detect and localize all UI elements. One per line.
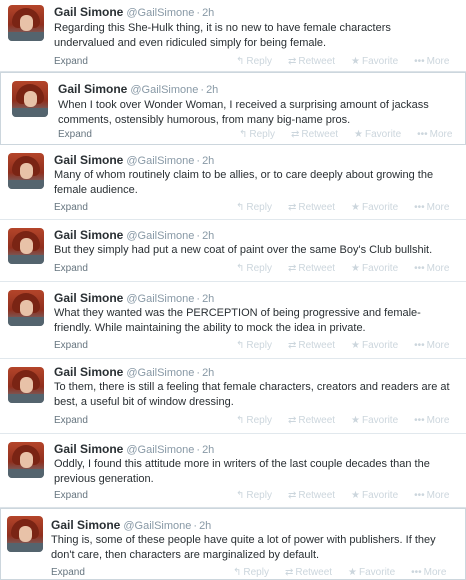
favorite-button[interactable]: ★ Favorite bbox=[351, 340, 399, 351]
tweet-text: To them, there is still a feeling that female characters, creators and readers are at best, a useful bit of window dressing. bbox=[54, 381, 450, 408]
author-handle[interactable]: @GailSimone bbox=[126, 155, 195, 167]
favorite-button[interactable]: ★ Favorite bbox=[351, 202, 399, 213]
more-button[interactable]: ••• More bbox=[414, 415, 450, 426]
author-name[interactable]: Gail Simone bbox=[54, 442, 124, 456]
author-handle[interactable]: @GailSimone bbox=[123, 520, 192, 532]
reply-icon: ↰ bbox=[236, 340, 245, 351]
tweet-item[interactable] bbox=[0, 434, 466, 508]
author-handle[interactable]: @GailSimone bbox=[126, 293, 195, 305]
tweet-item[interactable] bbox=[0, 145, 466, 220]
author-name[interactable]: Gail Simone bbox=[58, 82, 128, 96]
star-icon: ★ bbox=[351, 202, 361, 213]
avatar[interactable] bbox=[8, 5, 44, 41]
tweet-item[interactable] bbox=[0, 72, 466, 145]
expand-link[interactable]: Expand bbox=[54, 490, 88, 501]
author-handle[interactable]: @GailSimone bbox=[126, 367, 195, 379]
meta-separator: · bbox=[200, 84, 205, 96]
retweet-button[interactable]: ⇄ Retweet bbox=[284, 567, 333, 578]
avatar[interactable] bbox=[12, 81, 48, 117]
tweet-text: Oddly, I found this attitude more in writers of the last couple decades than the previous generation. bbox=[54, 458, 430, 485]
reply-icon: ↰ bbox=[236, 56, 245, 67]
expand-link[interactable]: Expand bbox=[51, 567, 85, 578]
tweet-timestamp[interactable]: 2h bbox=[206, 84, 219, 96]
reply-icon: ↰ bbox=[233, 567, 242, 578]
tweet-item[interactable] bbox=[0, 220, 466, 282]
retweet-icon: ⇄ bbox=[287, 202, 297, 213]
tweet-text: When I took over Wonder Woman, I received a surprising amount of jackass comments, ostensibly humorous, from many big-name pros. bbox=[58, 99, 429, 126]
star-icon: ★ bbox=[351, 490, 361, 501]
reply-button[interactable]: ↰ Reply bbox=[236, 415, 272, 426]
author-name[interactable]: Gail Simone bbox=[51, 518, 121, 532]
more-button[interactable]: ••• More bbox=[414, 263, 450, 274]
reply-button[interactable]: ↰ Reply bbox=[239, 129, 275, 140]
retweet-button[interactable]: ⇄ Retweet bbox=[287, 263, 336, 274]
avatar[interactable] bbox=[8, 442, 44, 478]
more-button[interactable]: ••• More bbox=[414, 202, 450, 213]
expand-link[interactable]: Expand bbox=[54, 340, 88, 351]
more-icon: ••• bbox=[414, 340, 425, 351]
retweet-icon: ⇄ bbox=[287, 415, 297, 426]
reply-icon: ↰ bbox=[236, 415, 245, 426]
tweet-text: What they wanted was the PERCEPTION of being progressive and female-friendly. While maintaining the ability to mock the idea in private. bbox=[54, 307, 421, 334]
star-icon: ★ bbox=[351, 56, 361, 67]
meta-separator: · bbox=[196, 444, 201, 456]
author-name[interactable]: Gail Simone bbox=[54, 291, 124, 305]
retweet-button[interactable]: ⇄ Retweet bbox=[287, 490, 336, 501]
tweet-item[interactable] bbox=[0, 359, 466, 434]
retweet-icon: ⇄ bbox=[290, 129, 300, 140]
star-icon: ★ bbox=[351, 340, 361, 351]
retweet-icon: ⇄ bbox=[287, 263, 297, 274]
tweet-timestamp[interactable]: 2h bbox=[202, 7, 215, 19]
tweet-timestamp[interactable]: 2h bbox=[202, 367, 215, 379]
more-icon: ••• bbox=[411, 567, 422, 578]
meta-separator: · bbox=[196, 7, 201, 19]
author-handle[interactable]: @GailSimone bbox=[126, 7, 195, 19]
expand-link[interactable]: Expand bbox=[54, 56, 88, 67]
retweet-icon: ⇄ bbox=[287, 490, 297, 501]
tweet-item[interactable] bbox=[0, 282, 466, 359]
retweet-icon: ⇄ bbox=[287, 56, 297, 67]
more-icon: ••• bbox=[414, 415, 425, 426]
more-icon: ••• bbox=[414, 56, 425, 67]
author-handle[interactable]: @GailSimone bbox=[130, 84, 199, 96]
meta-separator: · bbox=[196, 367, 201, 379]
star-icon: ★ bbox=[351, 263, 361, 274]
favorite-button[interactable]: ★ Favorite bbox=[354, 129, 402, 140]
reply-button[interactable]: ↰ Reply bbox=[236, 340, 272, 351]
tweet-timestamp[interactable]: 2h bbox=[199, 520, 212, 532]
more-button[interactable]: ••• More bbox=[417, 129, 453, 140]
avatar[interactable] bbox=[8, 153, 44, 189]
author-handle[interactable]: @GailSimone bbox=[126, 230, 195, 242]
expand-link[interactable]: Expand bbox=[54, 263, 88, 274]
star-icon: ★ bbox=[351, 415, 361, 426]
star-icon: ★ bbox=[354, 129, 364, 140]
tweet-item[interactable] bbox=[0, 0, 466, 72]
author-name[interactable]: Gail Simone bbox=[54, 153, 124, 167]
avatar[interactable] bbox=[8, 228, 44, 264]
retweet-icon: ⇄ bbox=[284, 567, 294, 578]
avatar[interactable] bbox=[7, 516, 43, 552]
expand-link[interactable]: Expand bbox=[58, 129, 92, 140]
retweet-button[interactable]: ⇄ Retweet bbox=[287, 56, 336, 67]
reply-icon: ↰ bbox=[236, 202, 245, 213]
favorite-button[interactable]: ★ Favorite bbox=[351, 490, 399, 501]
avatar[interactable] bbox=[8, 290, 44, 326]
tweet-timestamp[interactable]: 2h bbox=[202, 155, 215, 167]
favorite-button[interactable]: ★ Favorite bbox=[348, 567, 396, 578]
reply-button[interactable]: ↰ Reply bbox=[233, 567, 269, 578]
tweet-timestamp[interactable]: 2h bbox=[202, 293, 215, 305]
author-name[interactable]: Gail Simone bbox=[54, 5, 124, 19]
favorite-button[interactable]: ★ Favorite bbox=[351, 56, 399, 67]
star-icon: ★ bbox=[348, 567, 358, 578]
author-name[interactable]: Gail Simone bbox=[54, 228, 124, 242]
tweet-text: Regarding this She-Hulk thing, it is no new to have female characters undervalued and even ridiculed simply for being female. bbox=[54, 22, 391, 49]
favorite-button[interactable]: ★ Favorite bbox=[351, 263, 399, 274]
reply-icon: ↰ bbox=[239, 129, 248, 140]
reply-button[interactable]: ↰ Reply bbox=[236, 263, 272, 274]
retweet-icon: ⇄ bbox=[287, 340, 297, 351]
reply-button[interactable]: ↰ Reply bbox=[236, 56, 272, 67]
meta-separator: · bbox=[196, 230, 201, 242]
tweet-item[interactable] bbox=[0, 508, 466, 580]
more-icon: ••• bbox=[417, 129, 428, 140]
reply-icon: ↰ bbox=[236, 490, 245, 501]
author-handle[interactable]: @GailSimone bbox=[126, 444, 195, 456]
more-icon: ••• bbox=[414, 490, 425, 501]
more-button[interactable]: ••• More bbox=[411, 567, 447, 578]
tweet-text: Many of whom routinely claim to be allies, or to care deeply about growing the female audience. bbox=[54, 169, 434, 196]
meta-separator: · bbox=[196, 155, 201, 167]
favorite-button[interactable]: ★ Favorite bbox=[351, 415, 399, 426]
tweet-timestamp[interactable]: 2h bbox=[202, 444, 215, 456]
tweet-timestamp[interactable]: 2h bbox=[202, 230, 215, 242]
more-button[interactable]: ••• More bbox=[414, 56, 450, 67]
expand-link[interactable]: Expand bbox=[54, 415, 88, 426]
retweet-button[interactable]: ⇄ Retweet bbox=[287, 415, 336, 426]
retweet-button[interactable]: ⇄ Retweet bbox=[287, 202, 336, 213]
meta-separator: · bbox=[193, 520, 198, 532]
more-button[interactable]: ••• More bbox=[414, 490, 450, 501]
reply-icon: ↰ bbox=[236, 263, 245, 274]
tweet-text: Thing is, some of these people have quite a lot of power with publishers. If they don't care, then characters are marginalized by default. bbox=[51, 534, 436, 561]
more-button[interactable]: ••• More bbox=[414, 340, 450, 351]
avatar[interactable] bbox=[8, 367, 44, 403]
reply-button[interactable]: ↰ Reply bbox=[236, 490, 272, 501]
tweet-text: But they simply had put a new coat of paint over the same Boy's Club bullshit. bbox=[54, 244, 433, 256]
reply-button[interactable]: ↰ Reply bbox=[236, 202, 272, 213]
meta-separator: · bbox=[196, 293, 201, 305]
retweet-button[interactable]: ⇄ Retweet bbox=[287, 340, 336, 351]
more-icon: ••• bbox=[414, 263, 425, 274]
retweet-button[interactable]: ⇄ Retweet bbox=[290, 129, 339, 140]
expand-link[interactable]: Expand bbox=[54, 202, 88, 213]
author-name[interactable]: Gail Simone bbox=[54, 365, 124, 379]
more-icon: ••• bbox=[414, 202, 425, 213]
